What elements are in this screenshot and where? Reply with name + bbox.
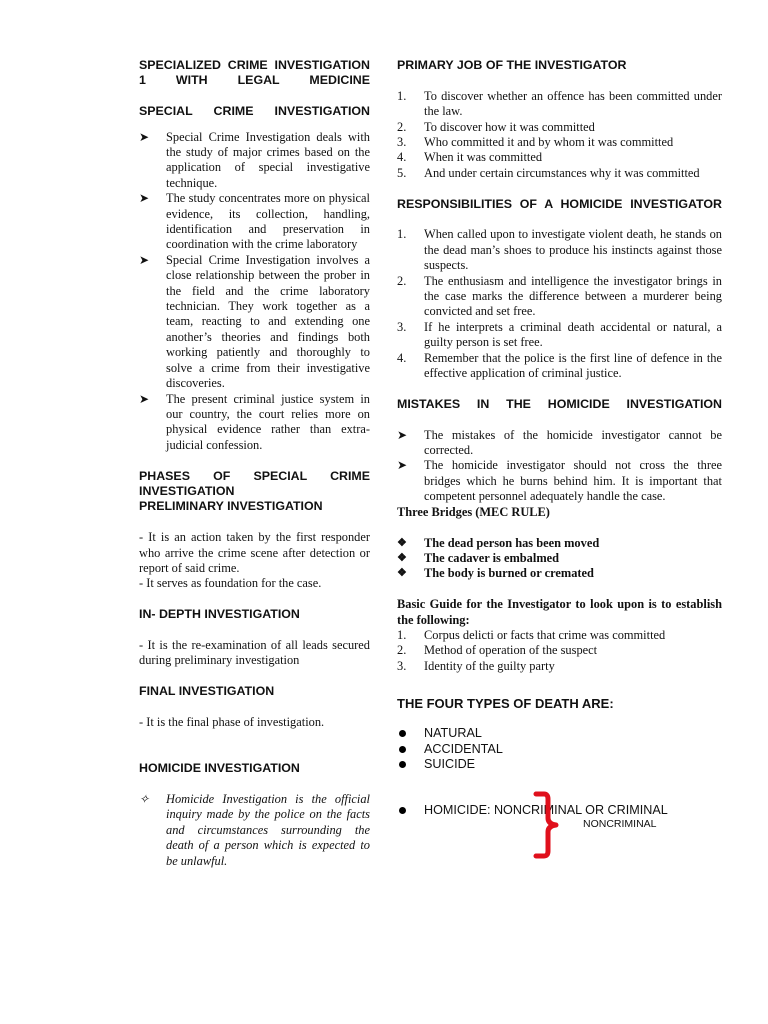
list-item: HOMICIDE: NONCRIMINAL OR CRIMINAL [397, 803, 722, 818]
list-item: ➤ The present criminal justice system in our country, the court relies more on physical evidence rather than extra-judicial confession. [139, 391, 370, 452]
preliminary-text-2: - It serves as foundation for the case. [139, 576, 322, 591]
list-item: 3. Who committed it and by whom it was committed [397, 135, 674, 150]
list-item: ❖ The body is burned or cremated [397, 566, 594, 581]
homicide-heading: HOMICIDE INVESTIGATION [139, 761, 300, 776]
list-item: 5. And under certain circumstances why it was committed [397, 165, 700, 180]
list-item: 3. Identity of the guilty party [397, 658, 555, 673]
list-item: 1. When called upon to investigate violent death, he stands on the dead man’s shoes to produce his instincts against those suspects. [397, 227, 722, 273]
indepth-text: - It is the re-examination of all leads secured during preliminary investigation [139, 637, 370, 668]
list-item: ➤ The homicide investigator should not cross the three bridges which he burns behind him. It is important that competent personnel adequately handle the case. [397, 458, 722, 504]
list-item: 1. To discover whether an offence has been committed under the law. [397, 88, 722, 119]
responsibilities-list [397, 227, 722, 381]
primary-job-heading: PRIMARY JOB OF THE INVESTIGATOR [397, 58, 627, 72]
round-bullet-icon [399, 761, 406, 768]
list-item: ACCIDENTAL [397, 742, 722, 757]
round-bullet-icon [399, 746, 406, 753]
indepth-heading: IN- DEPTH INVESTIGATION [139, 607, 300, 622]
arrowhead-bullet-icon: ➤ [139, 252, 150, 267]
arrowhead-bullet-icon: ➤ [397, 427, 408, 442]
preliminary-heading: PRELIMINARY INVESTIGATION [139, 499, 323, 514]
final-heading: FINAL INVESTIGATION [139, 684, 275, 699]
four-types-heading: THE FOUR TYPES OF DEATH ARE: [397, 695, 614, 711]
list-item: ❖ The cadaver is embalmed [397, 550, 560, 565]
three-bridges-list [397, 536, 722, 582]
list-item: ➤ The mistakes of the homicide investigator cannot be corrected. [397, 427, 722, 458]
primary-job-list [397, 89, 722, 181]
arrowhead-bullet-icon: ➤ [139, 129, 150, 144]
list-item: 3. If he interprets a criminal death accidental or natural, a guilty person is set free. [397, 319, 722, 350]
final-text: - It is the final phase of investigation. [139, 714, 325, 729]
list-item: NATURAL [397, 726, 722, 741]
special-crime-heading: SPECIAL CRIME INVESTIGATION [139, 104, 370, 119]
list-item: ➤ Special Crime Investigation deals with the study of major crimes based on the application of special investigative technique. [139, 129, 370, 190]
mistakes-heading: MISTAKES IN THE HOMICIDE INVESTIGATION [397, 396, 722, 411]
noncriminal-label: NONCRIMINAL [583, 818, 657, 830]
diamond-bullet-icon: ❖ [397, 536, 407, 549]
four-point-star-bullet-icon: ✧ [139, 791, 150, 806]
responsibilities-heading: RESPONSIBILITIES OF A HOMICIDE INVESTIGATOR [397, 196, 722, 211]
list-item: 4. Remember that the police is the first line of defence in the effective application of criminal justice. [397, 350, 722, 381]
basic-guide-list [397, 628, 722, 674]
red-curly-brace-icon [530, 790, 570, 860]
types-of-death-list [397, 726, 722, 772]
phases-heading: PHASES OF SPECIAL CRIME INVESTIGATION [139, 468, 370, 498]
arrowhead-bullet-icon: ➤ [139, 191, 150, 206]
preliminary-text-1: - It is an action taken by the first responder who arrive the crime scene after detection or report of said crime. [139, 530, 370, 575]
list-item: ➤ The study concentrates more on physical evidence, its collection, handling, identification and preservation in coordination with the crime laboratory [139, 191, 370, 252]
list-item: ✧ Homicide Investigation is the official inquiry made by the police on the facts and circumstances surrounding the death of a person which is expected to be unlawful. [139, 791, 370, 868]
mistakes-list [397, 428, 722, 505]
special-crime-list [139, 130, 370, 454]
basic-guide-heading: Basic Guide for the Investigator to look upon is to establish the following: [397, 597, 722, 627]
list-item: 2. To discover how it was committed [397, 119, 595, 134]
list-item: 1. Corpus delicti or facts that crime was committed [397, 627, 666, 642]
homicide-list [139, 792, 370, 869]
right-column [397, 58, 722, 819]
list-item: 4. When it was committed [397, 150, 543, 165]
arrowhead-bullet-icon: ➤ [397, 458, 408, 473]
diamond-bullet-icon: ❖ [397, 567, 407, 580]
three-bridges-heading: Three Bridges (MEC RULE) [397, 504, 550, 519]
list-item: 2. Method of operation of the suspect [397, 643, 598, 658]
round-bullet-icon [399, 807, 406, 814]
arrowhead-bullet-icon: ➤ [139, 391, 150, 406]
document-title: SPECIALIZED CRIME INVESTIGATION 1 WITH LEGAL MEDICINE [139, 58, 370, 88]
list-item: ➤ Special Crime Investigation involves a close relationship between the prober in the field and the crime laboratory technician. They work together as a team, reacting to and extending one another’s theories and findings both working patiently and thoroughly to solve a crime from their investigative discoveries. [139, 252, 370, 391]
round-bullet-icon [399, 730, 406, 737]
list-item: ❖ The dead person has been moved [397, 535, 600, 550]
list-item: SUICIDE [397, 757, 722, 772]
list-item: 2. The enthusiasm and intelligence the investigator brings in the case marks the difference between a murderer being convicted and set free. [397, 273, 722, 319]
left-column [139, 58, 370, 869]
diamond-bullet-icon: ❖ [397, 551, 407, 564]
